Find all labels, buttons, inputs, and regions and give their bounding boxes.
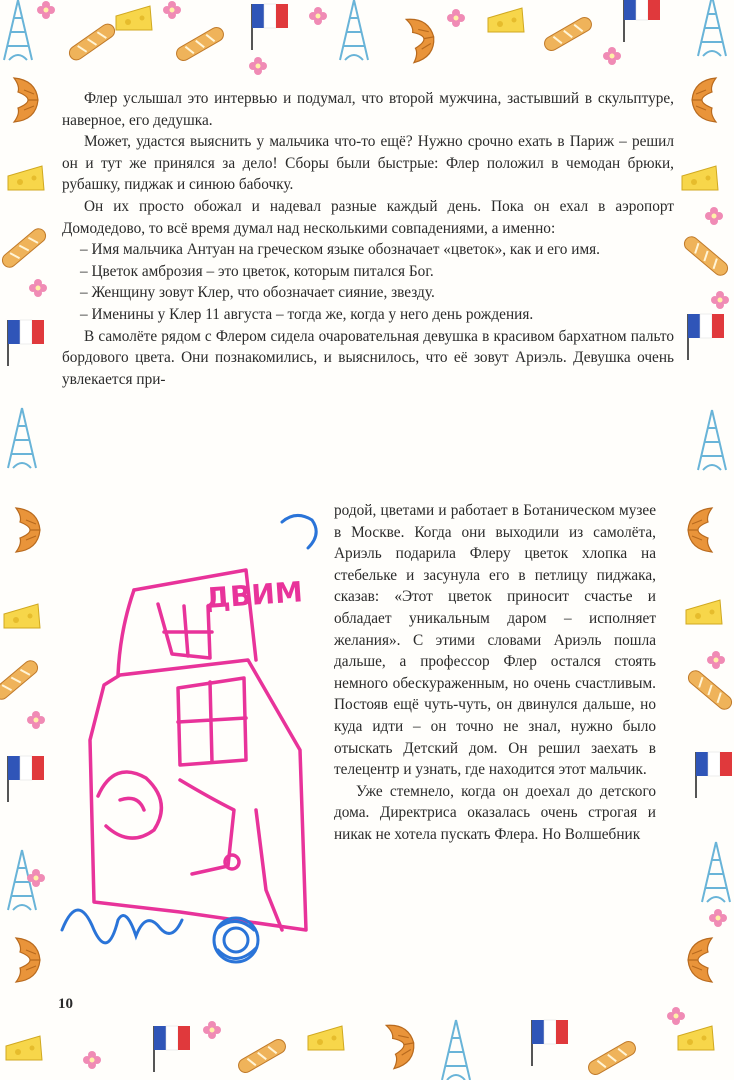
paragraph: Он их просто обожал и надевал разные каждый день. Пока он ехал в аэропорт Домодедово, то всё время думал над несколькими совпадениями, а именно:	[62, 197, 674, 237]
child-drawing	[60, 510, 340, 980]
list-item: – Именины у Клер 11 августа – тогда же, когда у него день рождения.	[80, 305, 534, 323]
drawing-scribble-text: ДВИМ	[204, 575, 304, 615]
list-item: – Женщину зовут Клер, что обозначает сияние, звезду.	[80, 284, 435, 302]
body-text	[62, 88, 674, 390]
paragraph: родой, цветами и работает в Ботаническом музее в Москве. Когда они выходили из самолёта, Ариэль подарила Флеру цветок хлопка на стебельке и засунула его в петлицу пиджака, сказав: «Этот цветок приносит счастье и обладает уникальным даром – исполняет желания». С этими словами Ариэль пошла дальше, а профессор Флер остался стоять немного обескураженным, но очень счастливым. Постояв ещё чуть-чуть, он двинулся дальше, но куда идти – он точно не знал, нужно было отыскать Детский дом. Он решил заехать в телецентр и узнать, где находится этот мальчик.	[334, 502, 656, 779]
paragraph: Уже стемнело, когда он доехал до детского дома. Директриса оказалась очень строгая и никак не хотела пускать Флера. Но Волшебник	[334, 782, 656, 843]
list-item: – Имя мальчика Антуан на греческом языке обозначает «цветок», как и его имя.	[80, 241, 601, 259]
paragraph: Флер услышал это интервью и подумал, что второй мужчина, застывший в скульптуре, наверное, его дедушка.	[62, 90, 674, 129]
paragraph: Может, удастся выяснить у мальчика что-то ещё? Нужно срочно ехать в Париж – решил он и тут же принялся за дело! Сборы были быстрые: Флер положил в чемодан брюки, рубашку, пиджак и синюю бабочку.	[62, 133, 674, 194]
wrapped-text-column	[334, 500, 656, 846]
list-item: – Цветок амброзия – это цветок, которым питался Бог.	[80, 262, 434, 280]
page-number: 10	[58, 996, 73, 1012]
paragraph: В самолёте рядом с Флером сидела очаровательная девушка в красивом бархатном пальто бордового цвета. Они познакомились, и выяснилось, что её зовут Ариэль. Девушка очень увлекается при-	[62, 327, 674, 388]
